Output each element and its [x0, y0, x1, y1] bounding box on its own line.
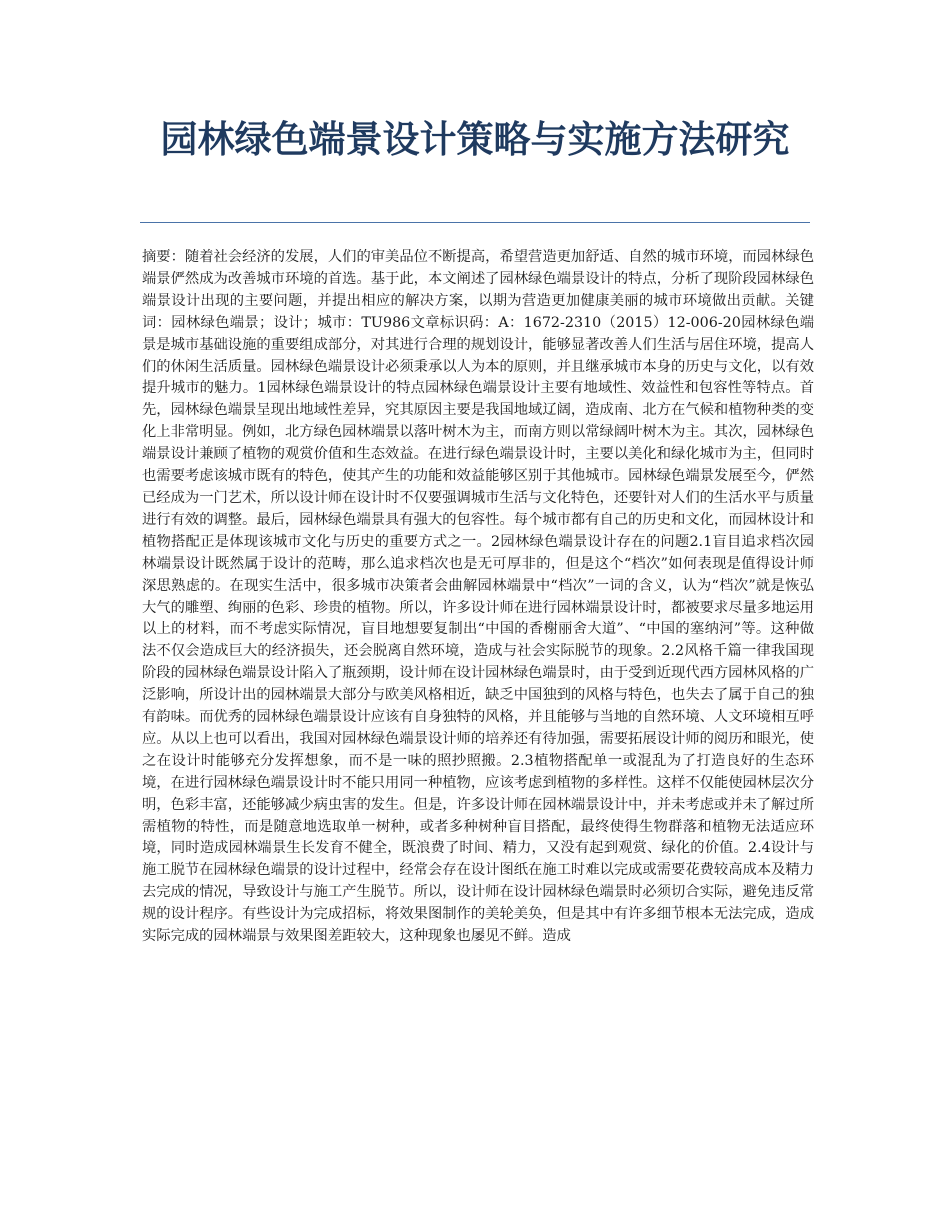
title-divider: [140, 222, 810, 223]
document-body: 摘要：随着社会经济的发展，人们的审美品位不断提高，希望营造更加舒适、自然的城市环境，而园林绿色端景俨然成为改善城市环境的首选。基于此，本文阐述了园林绿色端景设计的特点，分析了现阶段园林绿色端景设计出现的主要问题，并提出相应的解决方案，以期为营造更加健康美丽的城市环境做出贡献。关键词：园林绿色端景；设计；城市：TU986文章标识码：A：1672-2310（2015）12-006-20园林绿色端景是城市基础设施的重要组成部分，对其进行合理的规划设计，能够显著改善人们生活与居住环境，提高人们的休闲生活质量。园林绿色端景设计必须秉承以人为本的原则，并且继承城市本身的历史与文化，以有效提升城市的魅力。1园林绿色端景设计的特点园林绿色端景设计主要有地域性、效益性和包容性等特点。首先，园林绿色端景呈现出地域性差异，究其原因主要是我国地域辽阔，造成南、北方在气候和植物种类的变化上非常明显。例如，北方绿色园林端景以落叶树木为主，而南方则以常绿阔叶树木为主。其次，园林绿色端景设计兼顾了植物的观赏价值和生态效益。在进行绿色端景设计时，主要以美化和绿化城市为主，但同时也需要考虑该城市既有的特色，使其产生的功能和效益能够区别于其他城市。园林绿色端景发展至今，俨然已经成为一门艺术，所以设计师在设计时不仅要强调城市生活与文化特色，还要针对人们的生活水平与质量进行有效的调整。最后，园林绿色端景具有强大的包容性。每个城市都有自己的历史和文化，而园林设计和植物搭配正是体现该城市文化与历史的重要方式之一。2园林绿色端景设计存在的问题2.1盲目追求档次园林端景设计既然属于设计的范畴，那么追求档次也是无可厚非的，但是这个“档次”如何表现是值得设计师深思熟虑的。在现实生活中，很多城市决策者会曲解园林端景中“档次”一词的含义，认为“档次”就是恢弘大气的雕塑、绚丽的色彩、珍贵的植物。所以，许多设计师在进行园林端景设计时，都被要求尽量多地运用以上的材料，而不考虑实际情况，盲目地想要复制出“中国的香榭丽舍大道”、“中国的塞纳河”等。这种做法不仅会造成巨大的经济损失，还会脱离自然环境，造成与社会实际脱节的现象。2.2风格千篇一律我国现阶段的园林绿色端景设计陷入了瓶颈期，设计师在设计园林绿色端景时，由于受到近现代西方园林风格的广泛影响，所设计出的园林端景大部分与欧美风格相近，缺乏中国独到的风格与特色，也失去了属于自己的独有韵味。而优秀的园林绿色端景设计应该有自身独特的风格，并且能够与当地的自然环境、人文环境相互呼应。从以上也可以看出，我国对园林绿色端景设计师的培养还有待加强，需要拓展设计师的阅历和眼光，使之在设计时能够充分发挥想象，而不是一味的照抄照搬。2.3植物搭配单一或混乱为了打造良好的生态环境，在进行园林绿色端景设计时不能只用同一种植物，应该考虑到植物的多样性。这样不仅能使园林层次分明，色彩丰富，还能够减少病虫害的发生。但是，许多设计师在园林端景设计中，并未考虑或并未了解过所需植物的特性，而是随意地选取单一树种，或者多种树种盲目搭配，最终使得生物群落和植物无法适应环境，同时造成园林端景生长发育不健全，既浪费了时间、精力，又没有起到观赏、绿化的价值。2.4设计与施工脱节在园林绿色端景的设计过程中，经常会存在设计图纸在施工时难以完成或需要花费较高成本及精力去完成的情况，导致设计与施工产生脱节。所以，设计师在设计园林绿色端景时必须切合实际，避免违反常规的设计程序。有些设计为完成招标，将效果图制作的美轮美奂，但是其中有许多细节根本无法完成，造成实际完成的园林端景与效果图差距较大，这种现象也屡见不鲜。造成: [142, 249, 814, 945]
document-title: 园林绿色端景设计策略与实施方法研究: [160, 118, 790, 161]
